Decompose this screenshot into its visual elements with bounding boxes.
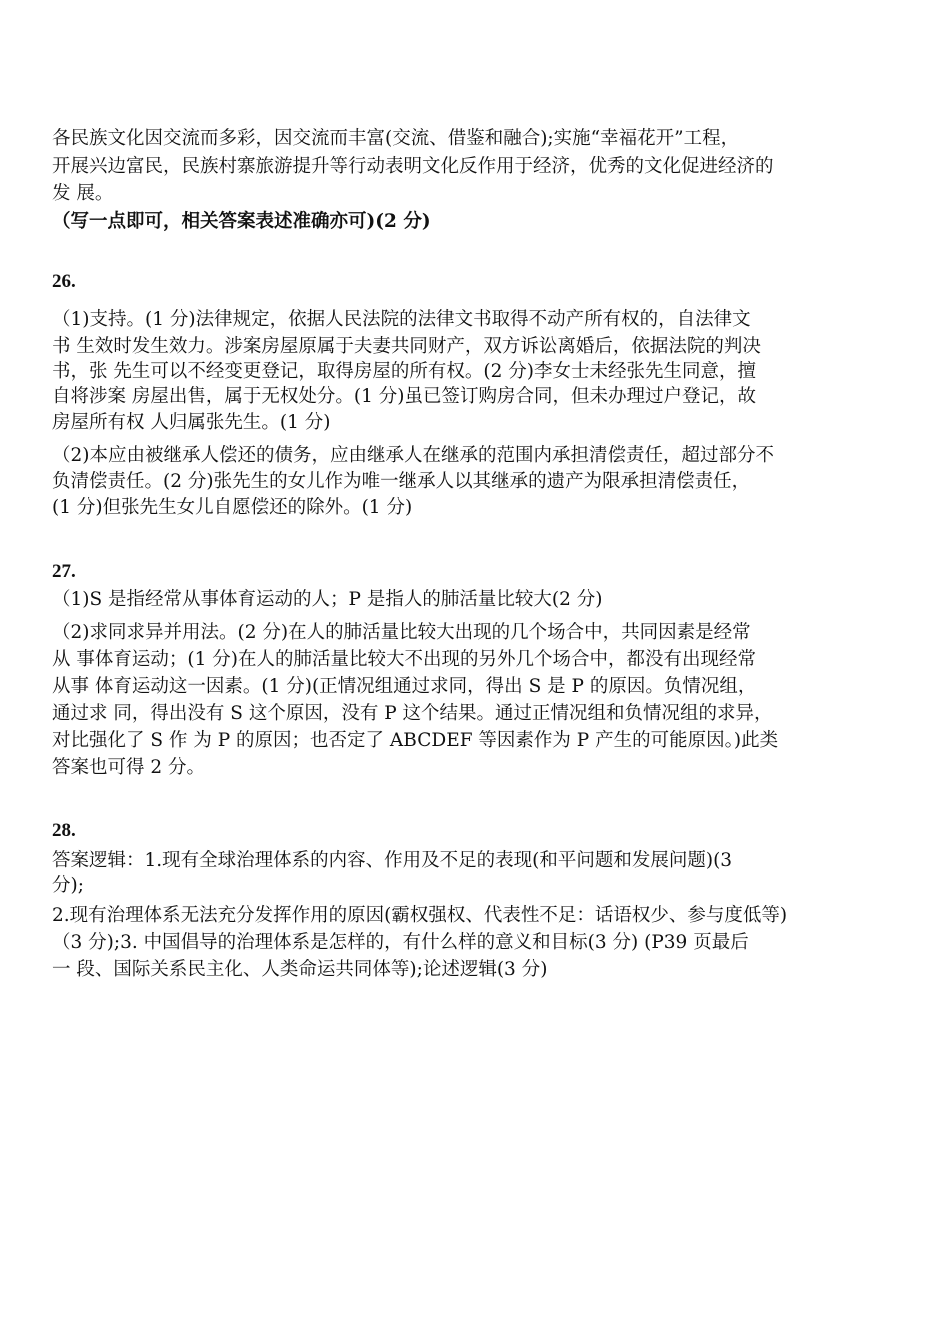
q28-line: 答案逻辑：1.现有全球治理体系的内容、作用及不足的表现(和平问题和发展问题)(3 — [52, 850, 733, 871]
q26-part1-line: （1)支持。(1 分)法律规定，依据人民法院的法律文书取得不动产所有权的，自法律文 — [52, 309, 751, 330]
q27-part2-line: 从 事体育运动；(1 分)在人的肺活量比较大不出现的另外几个场合中，都没有出现经常 — [52, 649, 756, 670]
intro-note: （写一点即可，相关答案表述准确亦可)(2 分) — [52, 211, 431, 232]
q26-part2-line: (1 分)但张先生女儿自愿偿还的除外。(1 分) — [52, 497, 413, 518]
q27-part2-line: （2)求同求异并用法。(2 分)在人的肺活量比较大出现的几个场合中，共同因素是经常 — [52, 622, 751, 643]
intro-line: 发 展。 — [52, 183, 114, 204]
q26-part1-line: 书，张 先生可以不经变更登记，取得房屋的所有权。(2 分)李女士未经张先生同意，擅 — [52, 361, 756, 382]
q27-part2-line: 答案也可得 2 分。 — [52, 757, 206, 778]
q28-line: 一 段、国际关系民主化、人类命运共同体等);论述逻辑(3 分) — [52, 959, 548, 980]
q26-part2-line: 负清偿责任。(2 分)张先生的女儿作为唯一继承人以其继承的遗产为限承担清偿责任， — [52, 471, 751, 492]
question-27-number: 27. — [52, 561, 76, 582]
q28-line: 分); — [52, 875, 84, 896]
question-26-number: 26. — [52, 271, 76, 292]
q26-part1-line: 自将涉案 房屋出售，属于无权处分。(1 分)虽已签订购房合同，但未办理过户登记，故 — [52, 386, 756, 407]
intro-line: 开展兴边富民，民族村寨旅游提升等行动表明文化反作用于经济，优秀的文化促进经济的 — [52, 156, 774, 177]
q26-part1-line: 房屋所有权 人归属张先生。(1 分) — [52, 412, 331, 433]
q27-part2-line: 对比强化了 S 作 为 P 的原因；也否定了 ABCDEF 等因素作为 P 产生的可能原因。)此类 — [52, 730, 779, 751]
q26-part1-line: 书 生效时发生效力。涉案房屋原属于夫妻共同财产，双方诉讼离婚后，依据法院的判决 — [52, 336, 761, 357]
q27-part1: （1)S 是指经常从事体育运动的人；P 是指人的肺活量比较大(2 分) — [52, 589, 603, 610]
q27-part2-line: 通过求 同，得出没有 S 这个原因，没有 P 这个结果。通过正情况组和负情况组的求异， — [52, 703, 773, 724]
q28-line: （3 分);3. 中国倡导的治理体系是怎样的，有什么样的意义和目标(3 分) (P39 页最后 — [52, 932, 749, 953]
intro-line: 各民族文化因交流而多彩，因交流而丰富(交流、借鉴和融合);实施“幸福花开”工程， — [52, 128, 740, 149]
q27-part2-line: 从事 体育运动这一因素。(1 分)(正情况组通过求同，得出 S 是 P 的原因。负情况组， — [52, 676, 757, 697]
q26-part2-line: （2)本应由被继承人偿还的债务，应由继承人在继承的范围内承担清偿责任，超过部分不 — [52, 445, 774, 466]
question-28-number: 28. — [52, 820, 76, 841]
q28-line: 2.现有治理体系无法充分发挥作用的原因(霸权强权、代表性不足：话语权少、参与度低等) — [52, 905, 788, 926]
